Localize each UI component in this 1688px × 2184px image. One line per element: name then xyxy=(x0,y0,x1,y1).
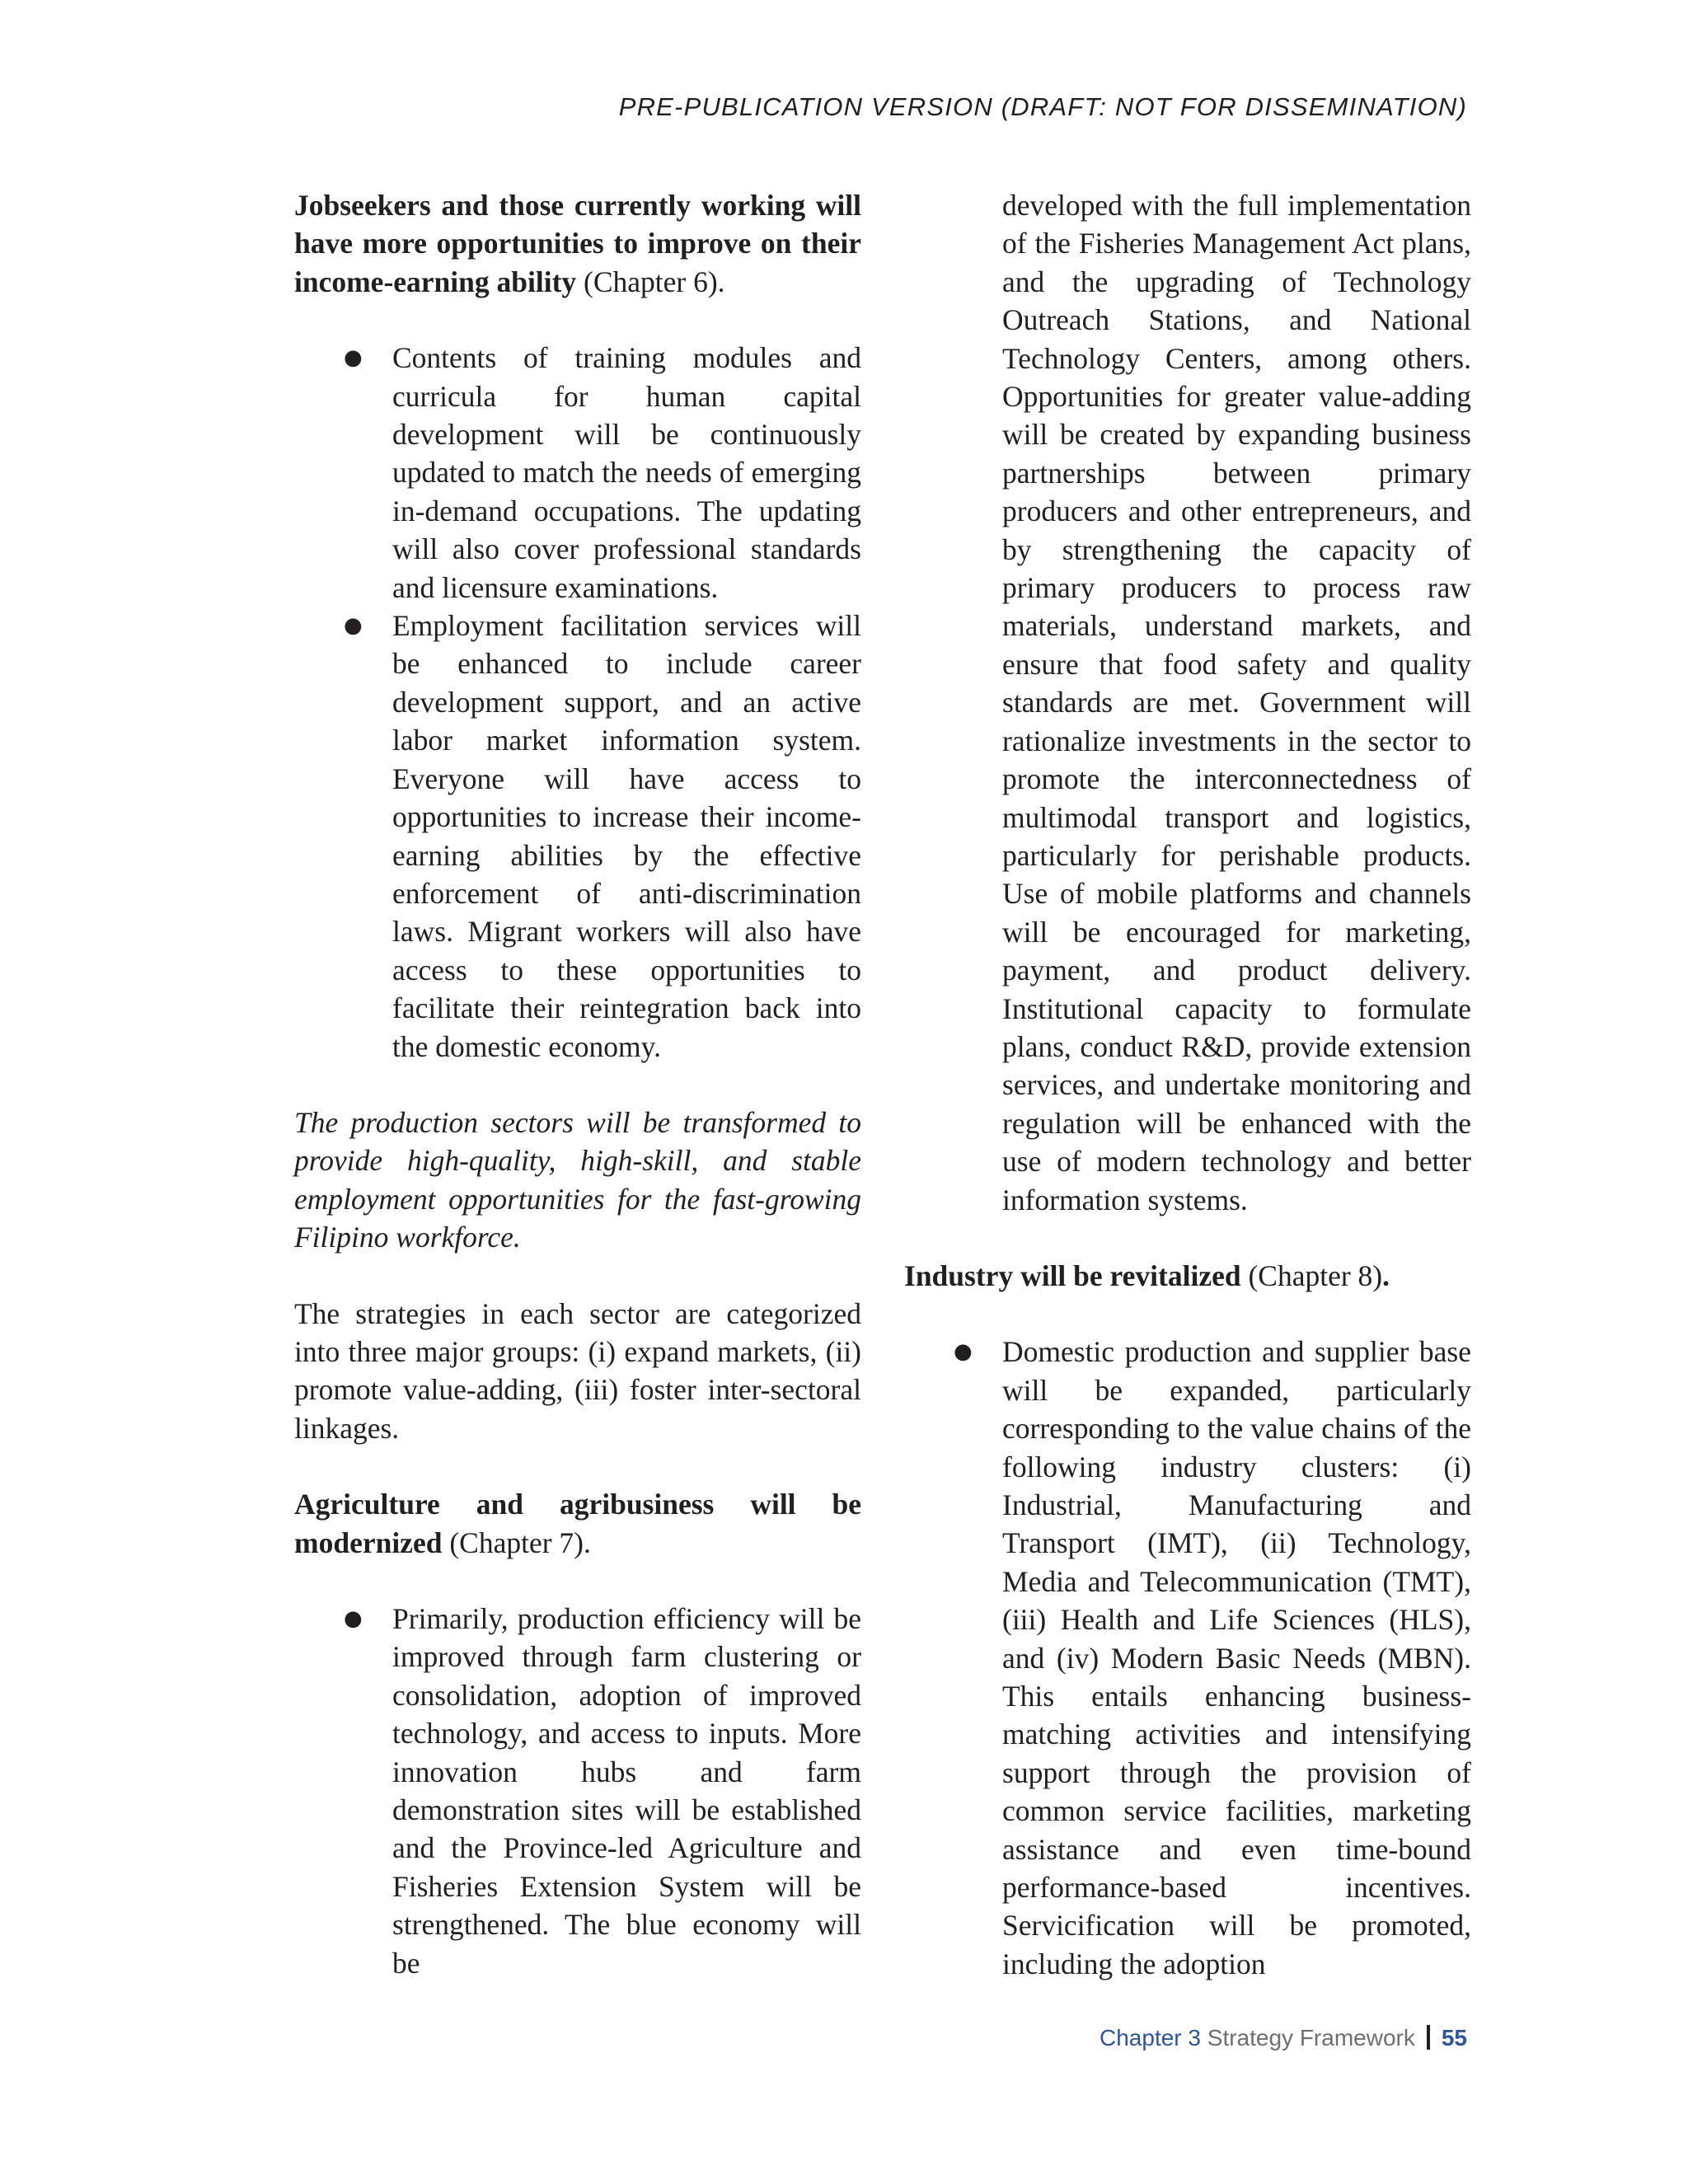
right-column xyxy=(904,186,1471,1983)
list-item-text: Employment facilitation services will be enhanced to include career development support, and an active labor market information system. Everyone will have access to opportunities to increase their income-earning abilities by the effective enforcement of anti-discrimination laws. Migrant workers will also have access to these opportunities to facilitate their reintegration back into the domestic economy. xyxy=(392,609,861,1063)
footer-divider xyxy=(1427,2025,1430,2050)
industry-paragraph xyxy=(904,1257,1471,1295)
list-item-text: Contents of training modules and curricula for human capital development will be continuously updated to match the needs of emerging in-demand occupations. The updating will also cover professional standards and licensure examinations. xyxy=(392,341,861,604)
industry-period: . xyxy=(1382,1258,1390,1292)
page-number: 55 xyxy=(1441,2025,1467,2050)
footer-section: Strategy Framework xyxy=(1207,2025,1415,2050)
bullet-icon: ● xyxy=(344,1606,363,1631)
agriculture-paragraph xyxy=(294,1485,861,1562)
list-item xyxy=(294,1600,861,1982)
list-item xyxy=(904,1333,1471,1983)
page-footer xyxy=(1100,2025,1467,2051)
jobseekers-bullet-list xyxy=(294,339,861,1066)
list-item-text: Domestic production and supplier base will be expanded, particularly corresponding to the value chains of the following industry clusters: (i) Industrial, Manufacturing and Transport (IMT), (ii) Technology, Media and Telecommunication (TMT), (iii) Health and Life Sciences (HLS), and (iv) Modern Basic Needs (MBN). This entails enhancing business-matching activities and intensifying support through the provision of common service facilities, marketing assistance and even time-bound performance-based incentives. Servicification will be promoted, including the adoption xyxy=(1002,1335,1471,1980)
agriculture-heading: Agriculture and agribusiness will be modernized xyxy=(294,1488,861,1559)
left-column xyxy=(294,186,861,1982)
list-item xyxy=(294,339,861,607)
strategies-paragraph: The strategies in each sector are categorized into three major groups: (i) expand markets, (ii) promote value-adding, (iii) foster inter-sectoral linkages. xyxy=(294,1296,861,1445)
agriculture-bullet-continued: developed with the full implementation of the Fisheries Management Act plans, and the upgrading of Technology Outreach Stations, and National Technology Centers, among others. Opportunities for greater value-adding will be created by expanding business partnerships between primary producers and other entrepreneurs, and by strengthening the capacity of primary producers to process raw materials, understand markets, and ensure that food safety and quality standards are met. Government will rationalize investments in the sector to promote the interconnectedness of multimodal transport and logistics, particularly for perishable products. Use of mobile platforms and channels will be encouraged for marketing, payment, and product delivery. Institutional capacity to formulate plans, conduct R&D, provide extension services, and undertake monitoring and regulation will be enhanced with the use of modern technology and better information systems. xyxy=(1002,189,1471,1216)
list-item xyxy=(294,607,861,1066)
production-italic-text: The production sectors will be transformed to provide high-quality, high-skill, and stable employment opportunities for the fast-growing Filipino workforce. xyxy=(294,1105,861,1254)
industry-heading: Industry will be revitalized xyxy=(904,1258,1241,1292)
bullet-icon: ● xyxy=(344,345,363,371)
production-paragraph xyxy=(294,1104,861,1257)
list-item-text: Primarily, production efficiency will be improved through farm clustering or consolidation, adoption of improved technology, and access to inputs. More innovation hubs and farm demonstration sites will be established and the Province-led Agriculture and Fisheries Extension System will be strengthened. The blue economy will be xyxy=(392,1602,861,1980)
footer-chapter: Chapter 3 xyxy=(1100,2025,1201,2050)
jobseekers-paragraph xyxy=(294,186,861,301)
agriculture-bullet-list xyxy=(294,1600,861,1982)
bullet-icon: ● xyxy=(344,613,363,639)
jobseekers-chapter-ref: (Chapter 6). xyxy=(576,265,725,298)
industry-chapter-ref: (Chapter 8) xyxy=(1240,1258,1383,1292)
running-header: PRE-PUBLICATION VERSION (DRAFT: NOT FOR DISSEMINATION) xyxy=(618,92,1467,121)
bullet-icon: ● xyxy=(954,1339,973,1365)
agriculture-chapter-ref: (Chapter 7). xyxy=(442,1526,591,1559)
jobseekers-heading: Jobseekers and those currently working will have more opportunities to improve on their income-earning ability xyxy=(294,189,861,298)
industry-bullet-list xyxy=(904,1333,1471,1983)
